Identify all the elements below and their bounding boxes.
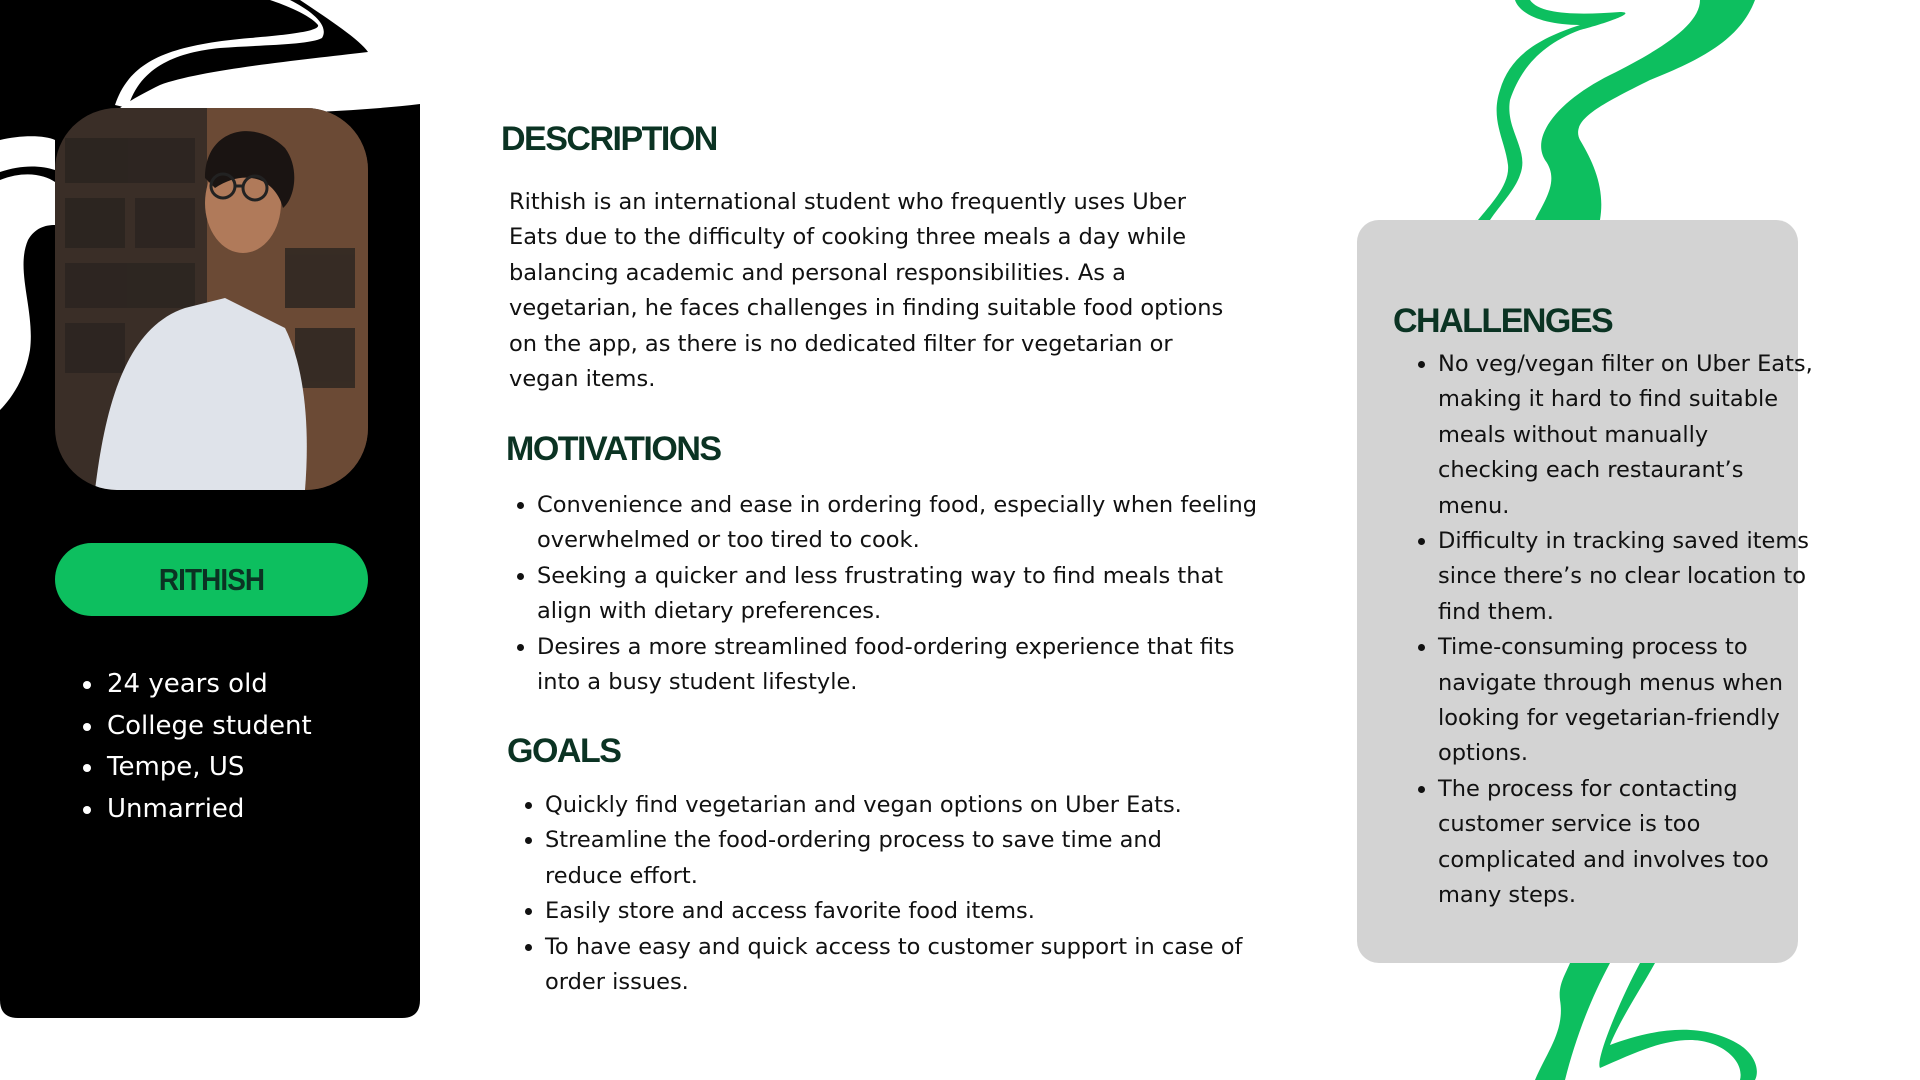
challenge-item: • The process for contacting customer service is too complicated and involves too many steps. [1438,772,1813,914]
challenge-item: • Difficulty in tracking saved items since there’s no clear location to find them. [1438,524,1813,630]
challenge-item: • Time-consuming process to navigate through menus when looking for vegetarian-friendly options. [1438,630,1813,772]
persona-name: RITHISH [158,561,265,597]
goal-item: • Quickly find vegetarian and vegan options on Uber Eats. [545,788,1245,823]
goal-item: • To have easy and quick access to customer support in case of order issues. [545,930,1245,1001]
challenge-item: • No veg/vegan filter on Uber Eats, making it hard to find suitable meals without manually checking each restaurant’s menu. [1438,347,1813,524]
persona-name-badge [55,543,368,616]
goals-heading: GOALS [507,732,621,770]
motivation-item: • Desires a more streamlined food-ordering experience that fits into a busy student lifestyle. [537,630,1257,701]
fact-occupation: • College student [105,706,312,748]
description-heading: DESCRIPTION [501,120,717,158]
fact-age: • 24 years old [105,664,312,706]
motivations-heading: MOTIVATIONS [506,430,721,468]
goal-item: • Streamline the food-ordering process to save time and reduce effort. [545,823,1245,894]
green-swirl-bottom-thin [1599,963,1757,1080]
persona-photo [55,108,368,490]
motivations-list [509,488,1257,700]
motivation-item: • Convenience and ease in ordering food, especially when feeling overwhelmed or too tired to cook. [537,488,1257,559]
fact-location: • Tempe, US [105,747,312,789]
persona-facts [80,664,312,830]
challenges-heading: CHALLENGES [1393,302,1613,340]
description-text: Rithish is an international student who frequently uses Uber Eats due to the difficulty of cooking three meals a day while balancing academic and personal responsibilities. As a vegetarian, he faces challenges in finding suitable food options on the app, as there is no dedicated filter for vegetarian or vegan items. [509,189,1224,393]
motivation-item: • Seeking a quicker and less frustrating way to find meals that align with dietary preferences. [537,559,1257,630]
goal-item: • Easily store and access favorite food items. [545,894,1245,929]
green-swirl-bottom [1535,963,1610,1080]
fact-status: • Unmarried [105,789,312,831]
goals-list [517,788,1245,1000]
challenges-list [1410,347,1813,914]
